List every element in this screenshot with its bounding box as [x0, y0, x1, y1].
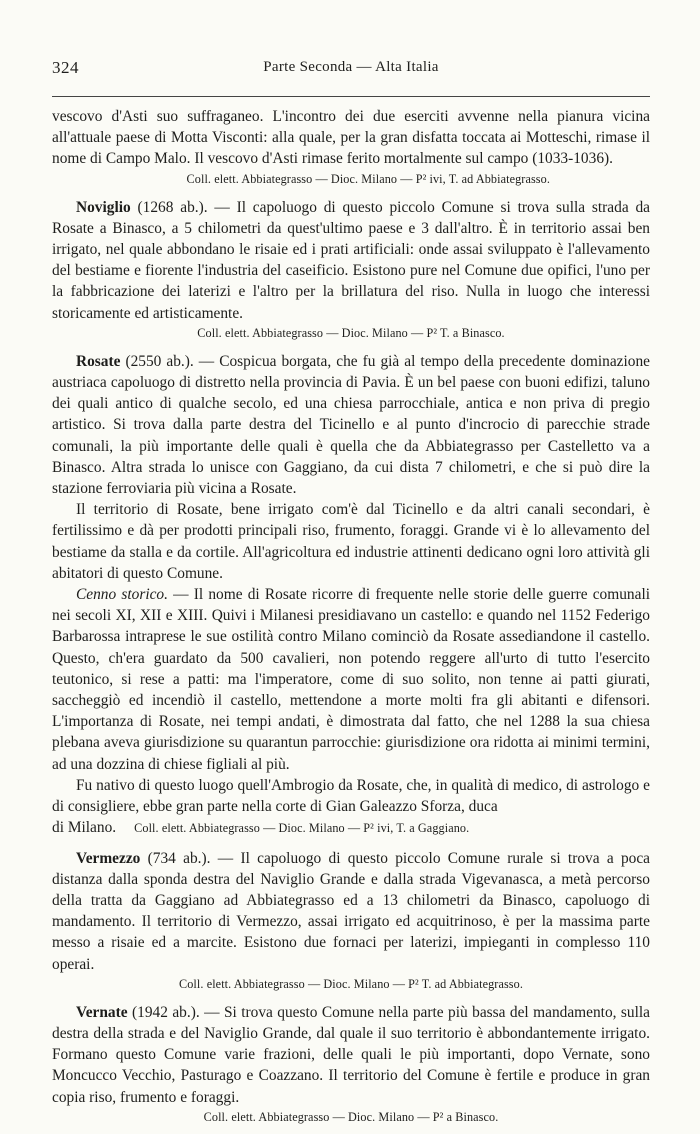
entry-rosate [52, 351, 650, 499]
page-body [52, 106, 650, 1126]
entry-name-rosate: Rosate [76, 352, 121, 370]
running-title: Parte Seconda — Alta Italia [263, 59, 439, 75]
cenno-storico-label: Cenno storico. [76, 586, 168, 604]
intro-paragraph: vescovo d'Asti suo suffraganeo. L'incontro dei due eserciti avvenne nella pianura vicina all'attuale paese di Motta Visconti: alla quale, per la gran disfatta toccata ai Motteschi, rimase il nome di Campo Malo. Il vescovo d'Asti rimase ferito mortalmente sul campo (1033-1036). [52, 108, 650, 168]
entry-noviglio [52, 197, 650, 324]
rosate-paragraph-2: Il territorio di Rosate, bene irrigato com'è dal Ticinello e da altri canali secondari, è fertilissimo e dà per prodotti principali riso, frumento, foraggi. Grande vi è lo allevamento del bestiame da stalla e da cortile. All'agricoltura ed industrie attinenti dedicano ogni loro attività gli abitatori di questo Comune. [52, 501, 650, 582]
entry-vermezzo [52, 848, 650, 975]
entry-name-noviglio: Noviglio [76, 198, 131, 216]
rosate-paragraph-4: Fu nativo di questo luogo quell'Ambrogio da Rosate, che, in qualità di medico, di astrologo e di consigliere, ebbe gran parte nella corte di Gian Galeazzo Sforza, duca [52, 776, 650, 816]
colls-vermezzo: Coll. elett. Abbiategrasso — Dioc. Milano — P² T. ad Abbiategrasso. [179, 976, 523, 991]
entry-text-noviglio: (1268 ab.). — Il capoluogo di questo piccolo Comune si trova sulla strada da Rosate a Binasco, a 5 chilometri da quest'ultimo paese e 3 dall'altro. È in territorio assai ben irrigato, nel quale abbondano le risaie ed i prati artificiali: onde assai sviluppato è l'allevamento del bestiame e fiorente l'industria del caseificio. Esistono pure nel Comune due opifici, l'uno per la fabbricazione dei laterizi e l'altro per la brillatura del riso. Nulla in luogo che interessi storicamente ed artisticamente. [52, 198, 650, 322]
intro-colls: Coll. elett. Abbiategrasso — Dioc. Milano — P² ivi, T. ad Abbiategrasso. [186, 171, 550, 186]
colls-rosate: Coll. elett. Abbiategrasso — Dioc. Milano — P² ivi, T. a Gaggiano. [134, 821, 470, 836]
entry-name-vermezzo: Vermezzo [76, 849, 141, 867]
entry-vernate [52, 1002, 650, 1108]
entry-text-rosate-1: (2550 ab.). — Cospicua borgata, che fu già al tempo della precedente dominazione austriaca capoluogo di distretto nella provincia di Pavia. È un bel paese con buoni edifizi, taluno dei quali antico di qualche secolo, ed una chiesa parrocchiale, antica e non priva di pregio artistico. Si trova dalla parte destra del Ticinello e al punto d'incrocio di parecchie strade comunali, la più importante delle quali è quella che da Abbiategrasso per Castelletto va a Binasco. Altra strada lo unisce con Gaggiano, da cui dista 7 chilometri, e che si può dire la stazione ferroviaria più vicina a Rosate. [52, 352, 650, 498]
colls-noviglio: Coll. elett. Abbiategrasso — Dioc. Milano — P² T. a Binasco. [197, 325, 505, 340]
colls-vernate: Coll. elett. Abbiategrasso — Dioc. Milano — P² a Binasco. [203, 1109, 499, 1124]
rosate-last-line [52, 817, 650, 838]
rosate-paragraph-3-text: — Il nome di Rosate ricorre di frequente nelle storie delle guerre comunali nei secoli XI, XII e XIII. Quivi i Milanesi presidiavano un castello: e quando nel 1152 Federigo Barbarossa intraprese le sue ostilità contro Milano cominciò da Rosate assediandone il castello. Questo, ch'era guardato da 500 cavalieri, non potendo reggere all'urto di tutto l'esercito teutonico, si rese a patti: ma l'imperatore, come di suo solito, non tenne ai patti giurati, saccheggiò ed incendiò il castello, mettendone a morte molti fra gli abitanti e difensori. L'importanza di Rosate, nei tempi andati, è dimostrata dal fatto, che nel 1288 la sua chiesa plebana aveva giurisdizione su quarantun parrocchie: giurisdizione ora ridotta ai minimi termini, ad una dozzina di chiese figliali al più. [52, 586, 650, 773]
rosate-last-line-text: di Milano. [52, 819, 117, 837]
header-rule [52, 96, 650, 97]
entry-name-vernate: Vernate [76, 1003, 128, 1021]
page-number: 324 [52, 58, 79, 77]
rosate-paragraph-3 [52, 584, 650, 775]
page-header [52, 58, 650, 84]
entry-text-vernate: (1942 ab.). — Si trova questo Comune nella parte più bassa del mandamento, sulla destra della strada e del Naviglio Grande, dal quale il suo territorio è abbondantemente irrigato. Formano questo Comune varie frazioni, delle quali le più importanti, dopo Vernate, sono Moncucco Vecchio, Pasturago e Coazzano. Il territorio del Comune è fertile e produce in gran copia riso, frumento e foraggi. [52, 1003, 650, 1106]
entry-text-vermezzo: (734 ab.). — Il capoluogo di questo piccolo Comune rurale si trova a poca distanza dalla sponda destra del Naviglio Grande e dalla strada Vigevanasca, a metà percorso della tratta da Gaggiano ad Abbiategrasso ed a 13 chilometri da Binasco, capoluogo di mandamento. Il territorio di Vermezzo, assai irrigato ed acquitrinoso, è per la massima parte messo a risaie ed a marcite. Esistono due fornaci per laterizi, impieganti in complesso 110 operai. [52, 849, 650, 973]
